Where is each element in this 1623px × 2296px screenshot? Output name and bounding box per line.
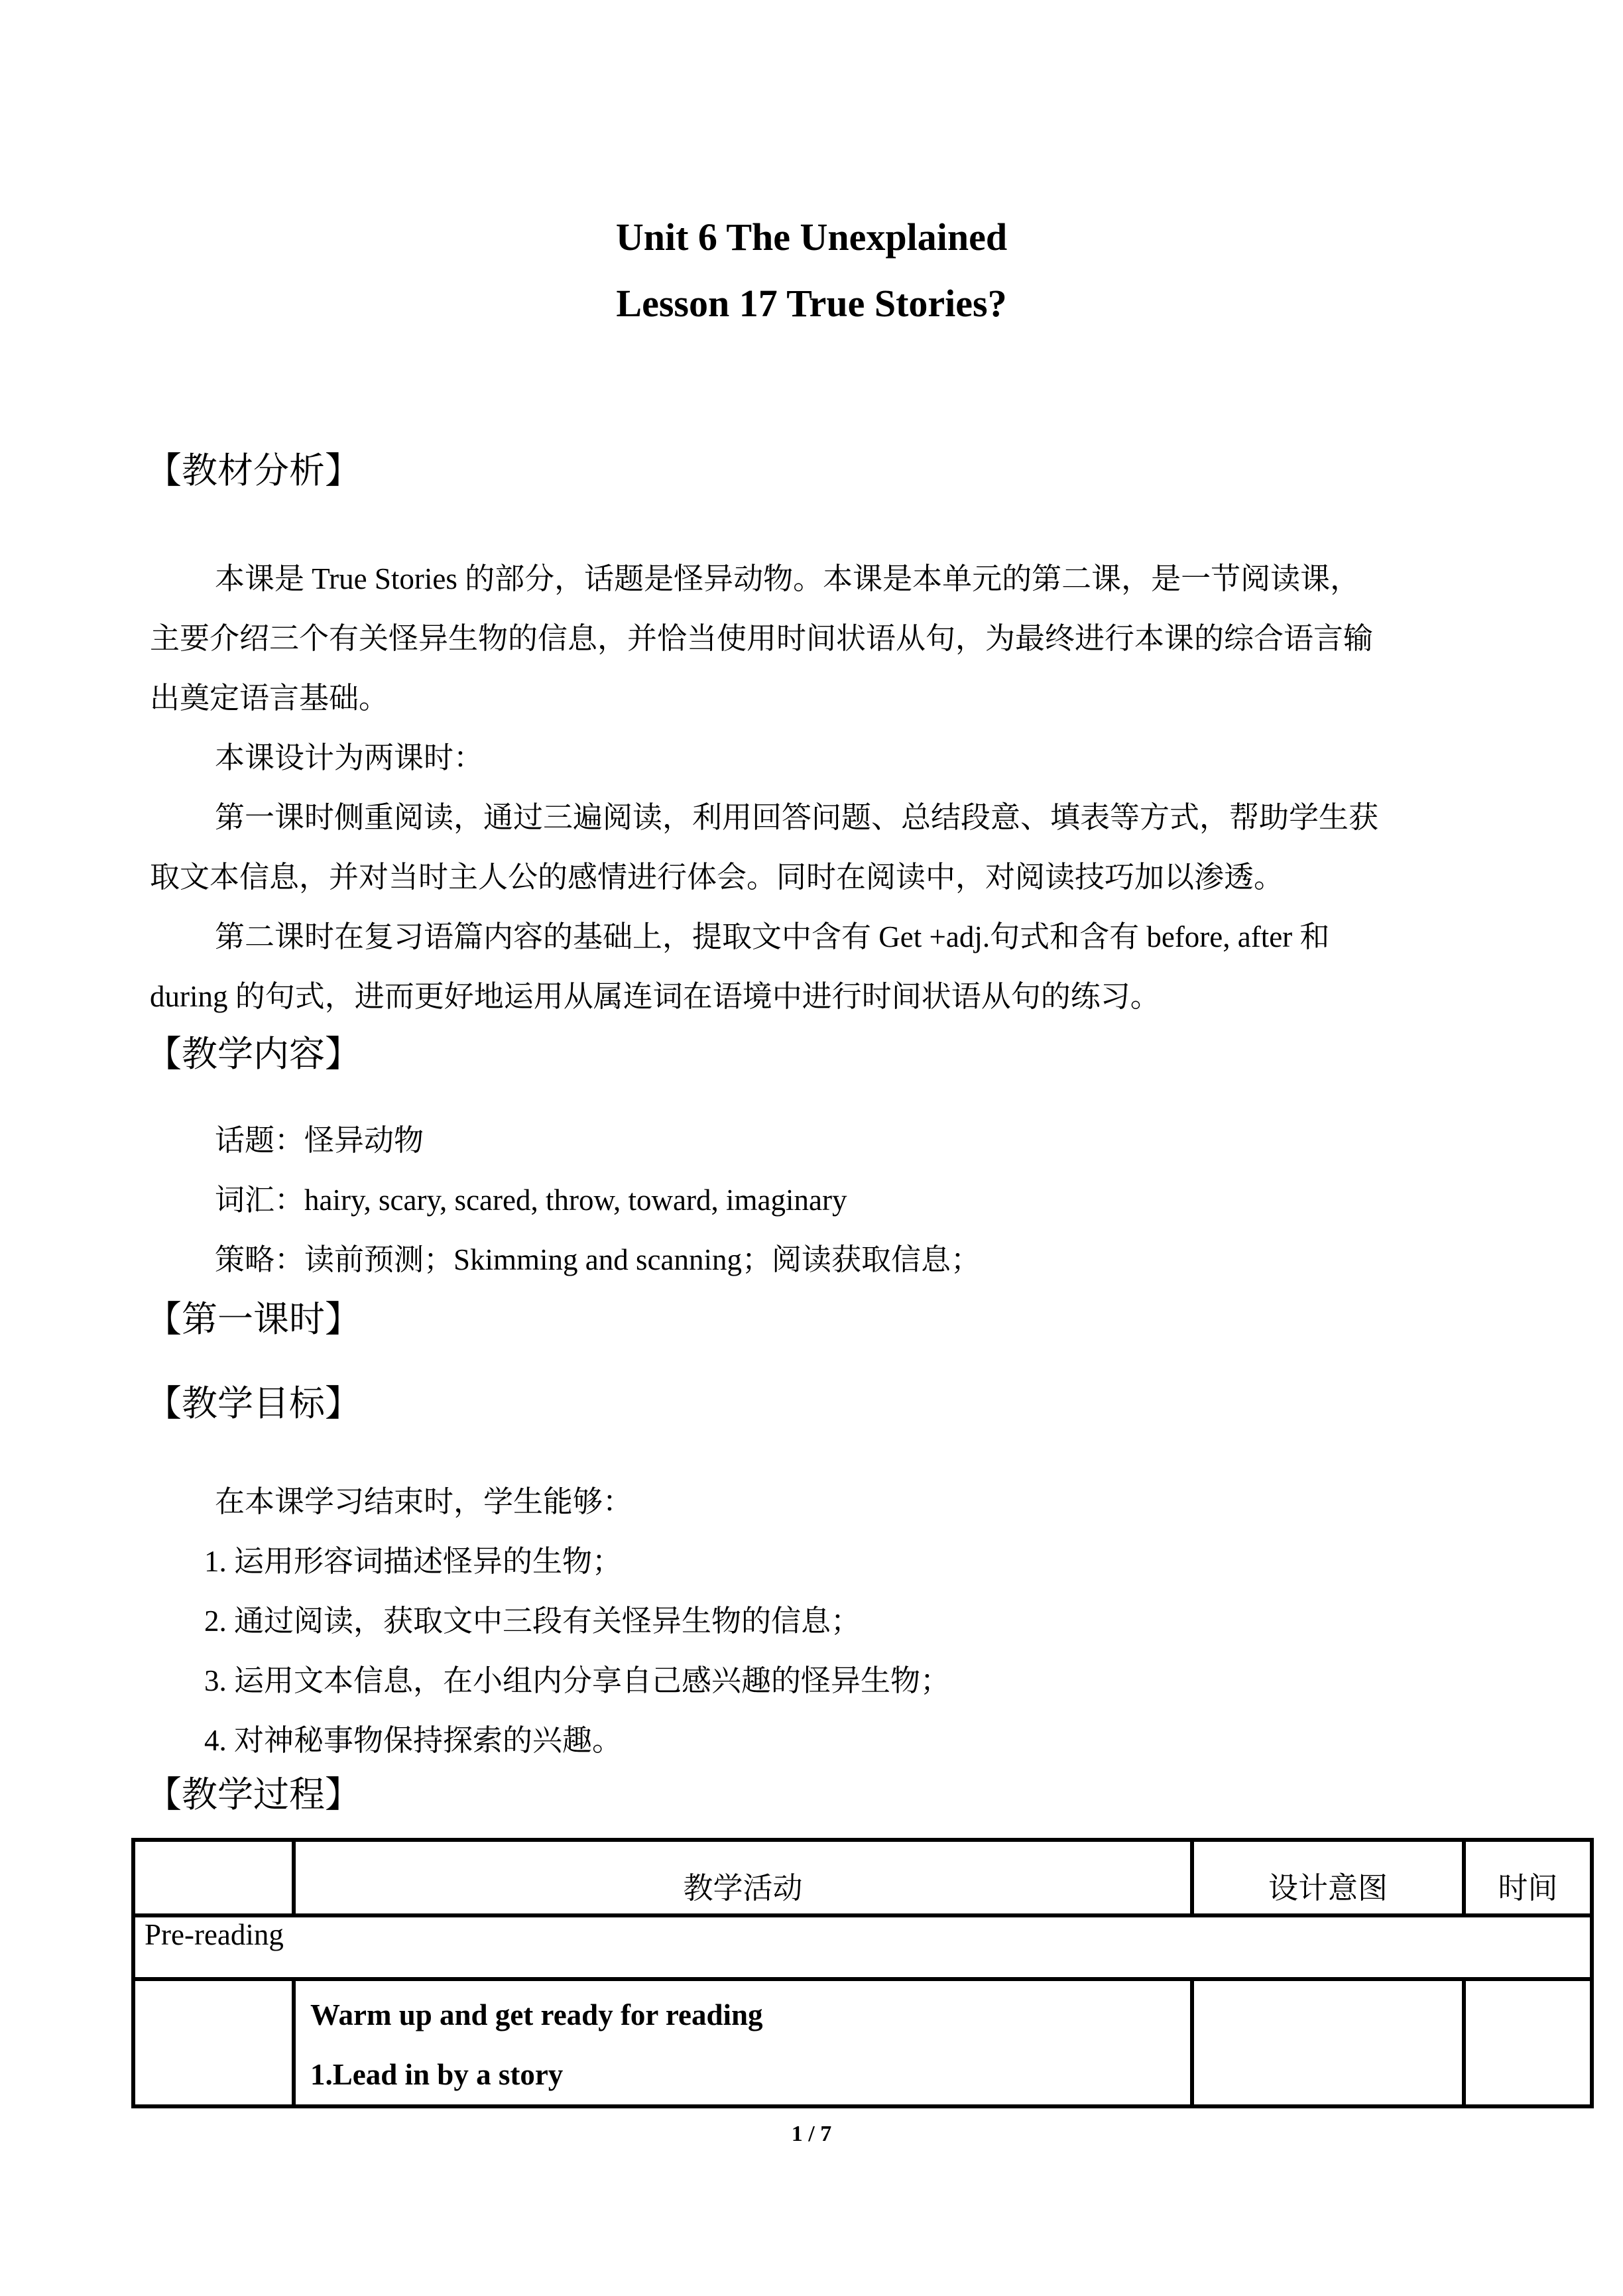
table-cell-empty bbox=[133, 1979, 294, 2106]
content-topic: 话题：怪异动物 bbox=[215, 1124, 424, 1157]
content-strategy: 策略：读前预测；Skimming and scanning；阅读获取信息； bbox=[215, 1243, 981, 1276]
page-number: 1 / 7 bbox=[791, 2122, 832, 2146]
teaching-process-table bbox=[131, 1838, 1594, 2108]
objective-item: 4. 对神秘事物保持探索的兴趣。 bbox=[204, 1724, 623, 1757]
section-heading-analysis: 【教材分析】 bbox=[146, 451, 361, 491]
analysis-paragraph-line: 主要介绍三个有关怪异生物的信息，并恰当使用时间状语从句，为最终进行本课的综合语言输 bbox=[150, 622, 1374, 655]
activity-title: Warm up and get ready for reading bbox=[310, 1998, 763, 2031]
table-header-design-intent: 设计意图 bbox=[1192, 1840, 1464, 1915]
analysis-paragraph-line: 出奠定语言基础。 bbox=[150, 682, 389, 715]
analysis-paragraph-line: 取文本信息，并对当时主人公的感情进行体会。同时在阅读中，对阅读技巧加以渗透。 bbox=[150, 861, 1284, 894]
table-header-time: 时间 bbox=[1464, 1840, 1592, 1915]
objectives-intro: 在本课学习结束时，学生能够： bbox=[215, 1485, 633, 1518]
section-heading-period1: 【第一课时】 bbox=[146, 1299, 361, 1339]
table-row bbox=[133, 1979, 1592, 2106]
analysis-paragraph-line: 第一课时侧重阅读，通过三遍阅读，利用回答问题、总结段意、填表等方式，帮助学生获 bbox=[215, 801, 1379, 834]
objective-item: 1. 运用形容词描述怪异的生物； bbox=[204, 1545, 623, 1578]
content-vocabulary: 词汇：hairy, scary, scared, throw, toward, imaginary bbox=[215, 1183, 847, 1217]
table-section-row bbox=[133, 1915, 1592, 1979]
section-heading-objectives: 【教学目标】 bbox=[146, 1384, 361, 1423]
analysis-paragraph-line: 第二课时在复习语篇内容的基础上，提取文中含有 Get +adj.句式和含有 before, after 和 bbox=[215, 920, 1330, 953]
table-cell-activity bbox=[294, 1979, 1192, 2106]
section-heading-process: 【教学过程】 bbox=[146, 1775, 361, 1815]
table-cell-design-intent bbox=[1192, 1979, 1464, 2106]
table-cell-time bbox=[1464, 1979, 1592, 2106]
table-header-cell bbox=[133, 1840, 294, 1915]
analysis-paragraph-line: during 的句式，进而更好地运用从属连词在语境中进行时间状语从句的练习。 bbox=[150, 980, 1160, 1013]
objective-item: 3. 运用文本信息，在小组内分享自己感兴趣的怪异生物； bbox=[204, 1664, 951, 1697]
lesson-title: Lesson 17 True Stories? bbox=[616, 282, 1007, 325]
document-title: Unit 6 The Unexplained bbox=[615, 215, 1008, 259]
table-header-row bbox=[133, 1840, 1592, 1915]
section-label-pre-reading: Pre-reading bbox=[133, 1915, 1592, 1979]
activity-step: 1.Lead in by a story bbox=[310, 2058, 564, 2091]
table-header-activity: 教学活动 bbox=[294, 1840, 1192, 1915]
objective-item: 2. 通过阅读，获取文中三段有关怪异生物的信息； bbox=[204, 1604, 861, 1638]
analysis-paragraph-line: 本课设计为两课时： bbox=[215, 741, 484, 774]
analysis-paragraph-line: 本课是 True Stories 的部分，话题是怪异动物。本课是本单元的第二课，是一节阅读课， bbox=[215, 562, 1360, 595]
section-heading-content: 【教学内容】 bbox=[146, 1034, 361, 1074]
